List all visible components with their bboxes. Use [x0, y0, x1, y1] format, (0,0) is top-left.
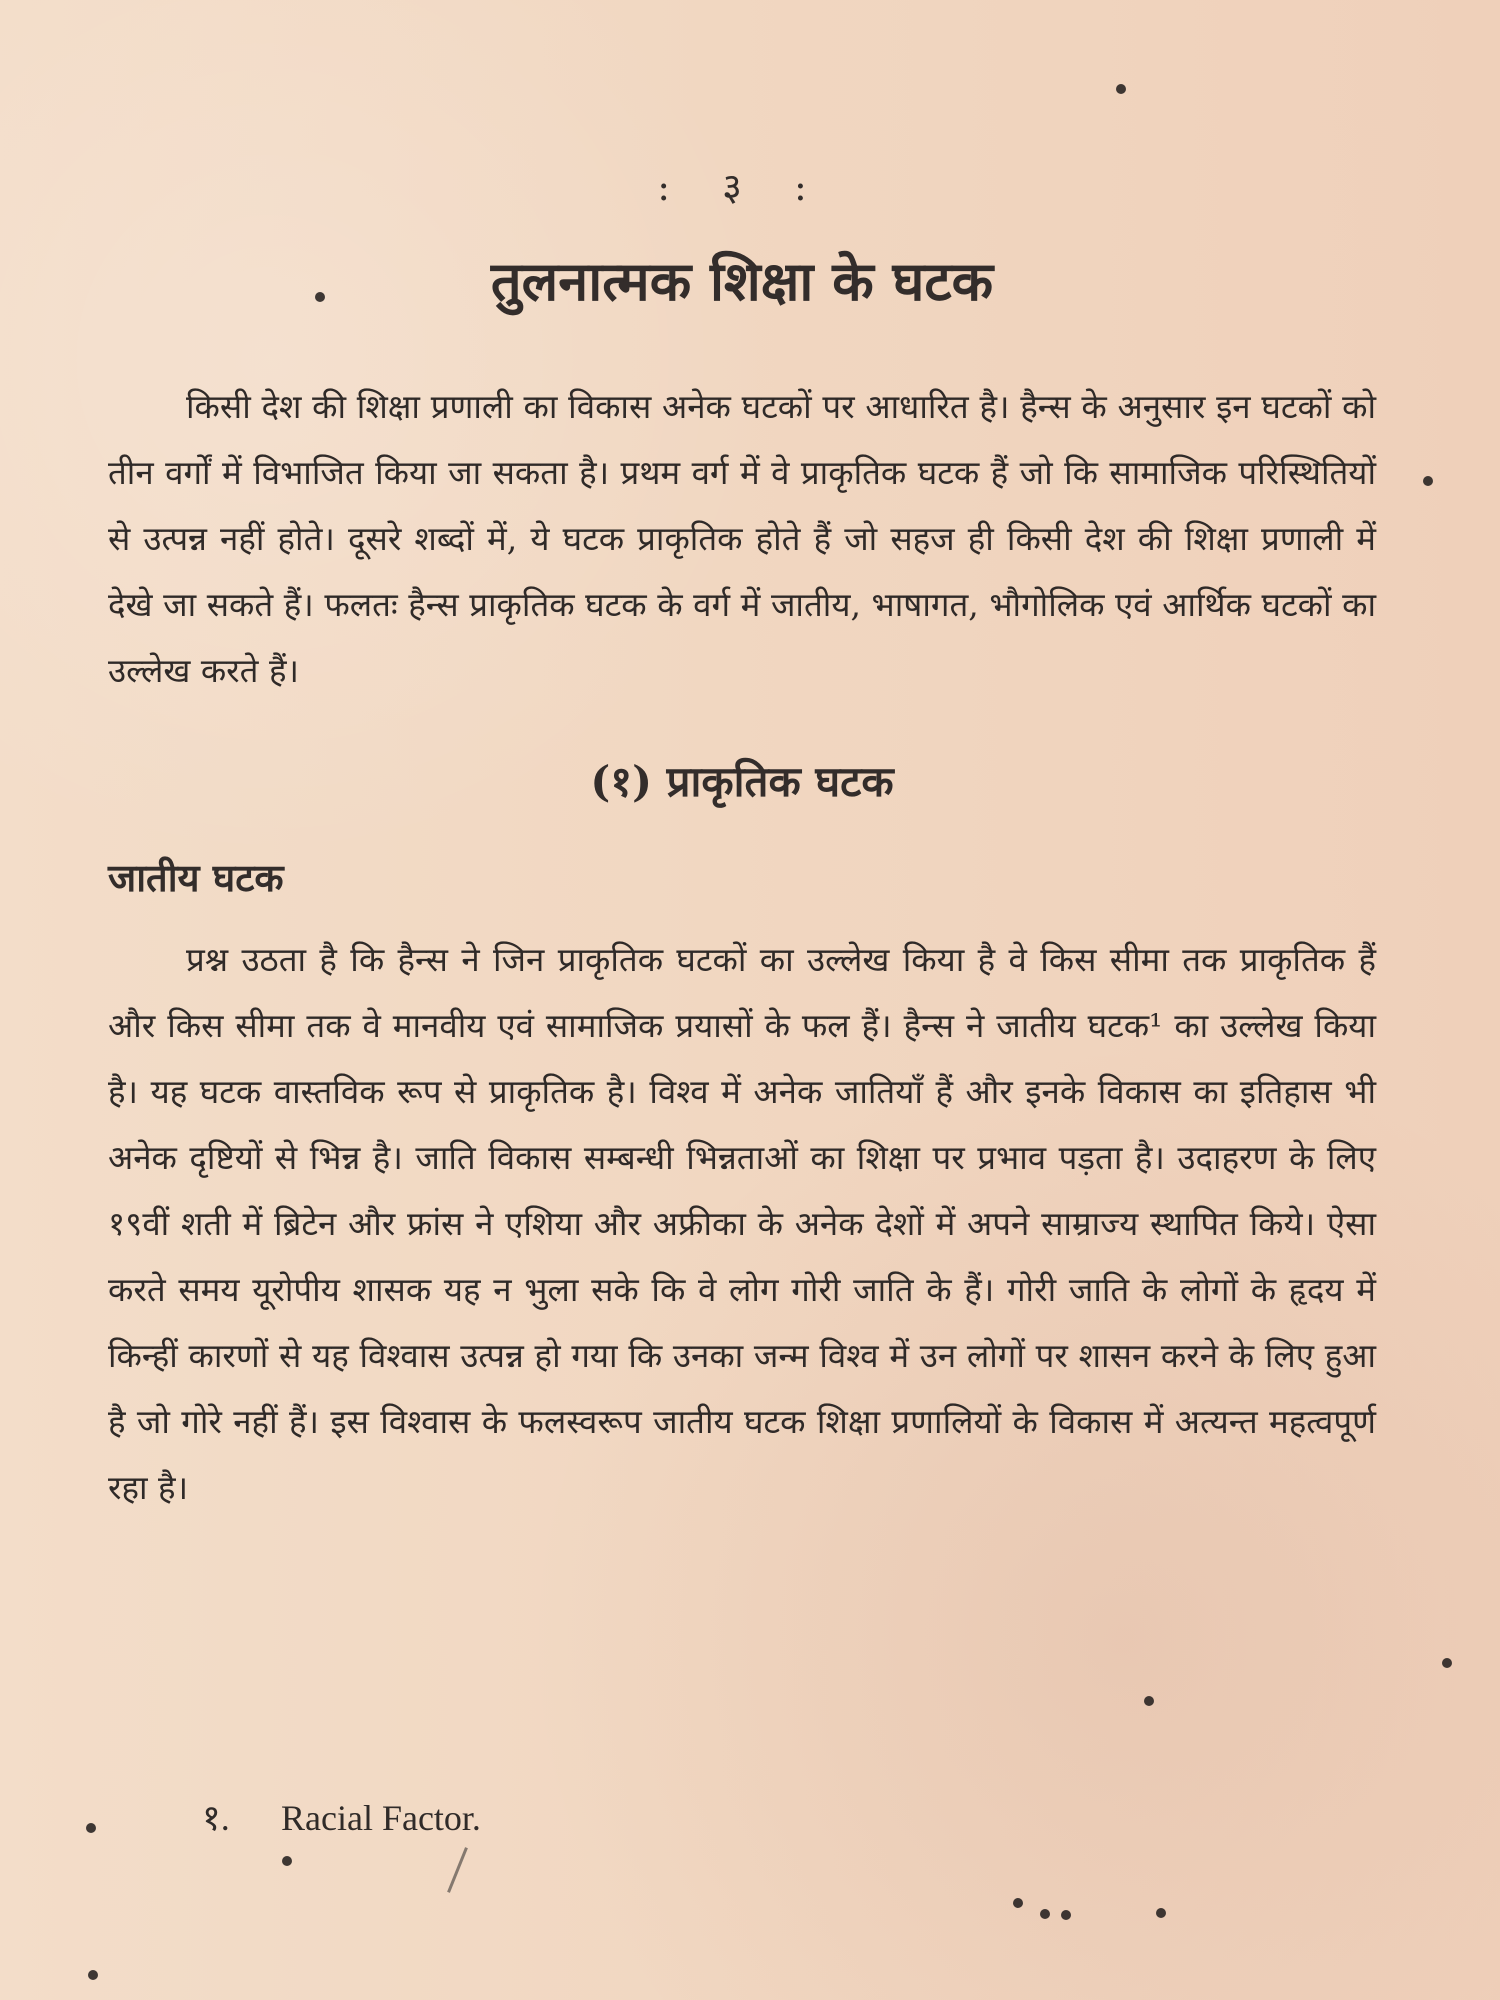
footnote — [202, 1792, 481, 1841]
pencil-mark — [447, 1847, 468, 1893]
chapter-title: तुलनात्मक शिक्षा के घटक — [490, 249, 994, 313]
paper-speck — [86, 1823, 96, 1833]
racial-factor-paragraph: प्रश्न उठता है कि हैन्स ने जिन प्राकृतिक घटकों का उल्लेख किया है वे किस सीमा तक प्राकृतिक हैं और किस सीमा तक वे मानवीय एवं सामाजिक प्रयासों के फल हैं। हैन्स ने जातीय घटक¹ का उल्लेख किया है। यह घटक वास्तविक रूप से प्राकृतिक है। विश्व में अनेक जातियाँ हैं और इनके विकास का इतिहास भी अनेक दृष्टियों से भिन्न है। जाति विकास सम्बन्धी भिन्नताओं का शिक्षा पर प्रभाव पड़ता है। उदाहरण के लिए १९वीं शती में ब्रिटेन और फ्रांस ने एशिया और अफ्रीका के अनेक देशों में अपने साम्राज्य स्थापित किये। ऐसा करते समय यूरोपीय शासक यह न भुला सके कि वे लोग गोरी जाति के हैं। गोरी जाति के लोगों के हृदय में किन्हीं कारणों से यह विश्वास उत्पन्न हो गया कि उनका जन्म विश्व में उन लोगों पर शासन करने के लिए हुआ है जो गोरे नहीं हैं। इस विश्वास के फलस्वरूप जातीय घटक शिक्षा प्रणालियों के विकास में अत्यन्त महत्वपूर्ण रहा है। — [108, 940, 1376, 1507]
paper-speck — [88, 1970, 98, 1980]
intro-paragraph: किसी देश की शिक्षा प्रणाली का विकास अनेक घटकों पर आधारित है। हैन्स के अनुसार इन घटकों को तीन वर्गों में विभाजित किया जा सकता है। प्रथम वर्ग में वे प्राकृतिक घटक हैं जो कि सामाजिक परिस्थितियों से उत्पन्न नहीं होते। दूसरे शब्दों में, ये घटक प्राकृतिक होते हैं जो सहज ही किसी देश की शिक्षा प्रणाली में देखे जा सकते हैं। फलतः हैन्स प्राकृतिक घटक के वर्ग में जातीय, भाषागत, भौगोलिक एवं आर्थिक घटकों का उल्लेख करते हैं। — [108, 387, 1376, 690]
subheading: जातीय घटक — [108, 855, 284, 900]
paper-speck — [1442, 1658, 1452, 1668]
footnote-text: Racial Factor. — [281, 1798, 481, 1838]
paper-speck — [282, 1856, 292, 1866]
paper-speck — [1156, 1908, 1166, 1918]
page-marker: : ३ : — [657, 165, 827, 209]
section-title: (१) प्राकृतिक घटक — [590, 757, 894, 806]
paper-speck — [1144, 1696, 1154, 1706]
footnote-number: १. — [202, 1798, 230, 1838]
paper-speck — [1423, 476, 1433, 486]
paper-speck — [1116, 84, 1126, 94]
paper-speck — [1040, 1909, 1050, 1919]
paper-speck — [315, 292, 325, 302]
page-content — [108, 160, 1376, 1521]
paper-speck — [1013, 1898, 1023, 1908]
paper-speck — [1061, 1910, 1071, 1920]
